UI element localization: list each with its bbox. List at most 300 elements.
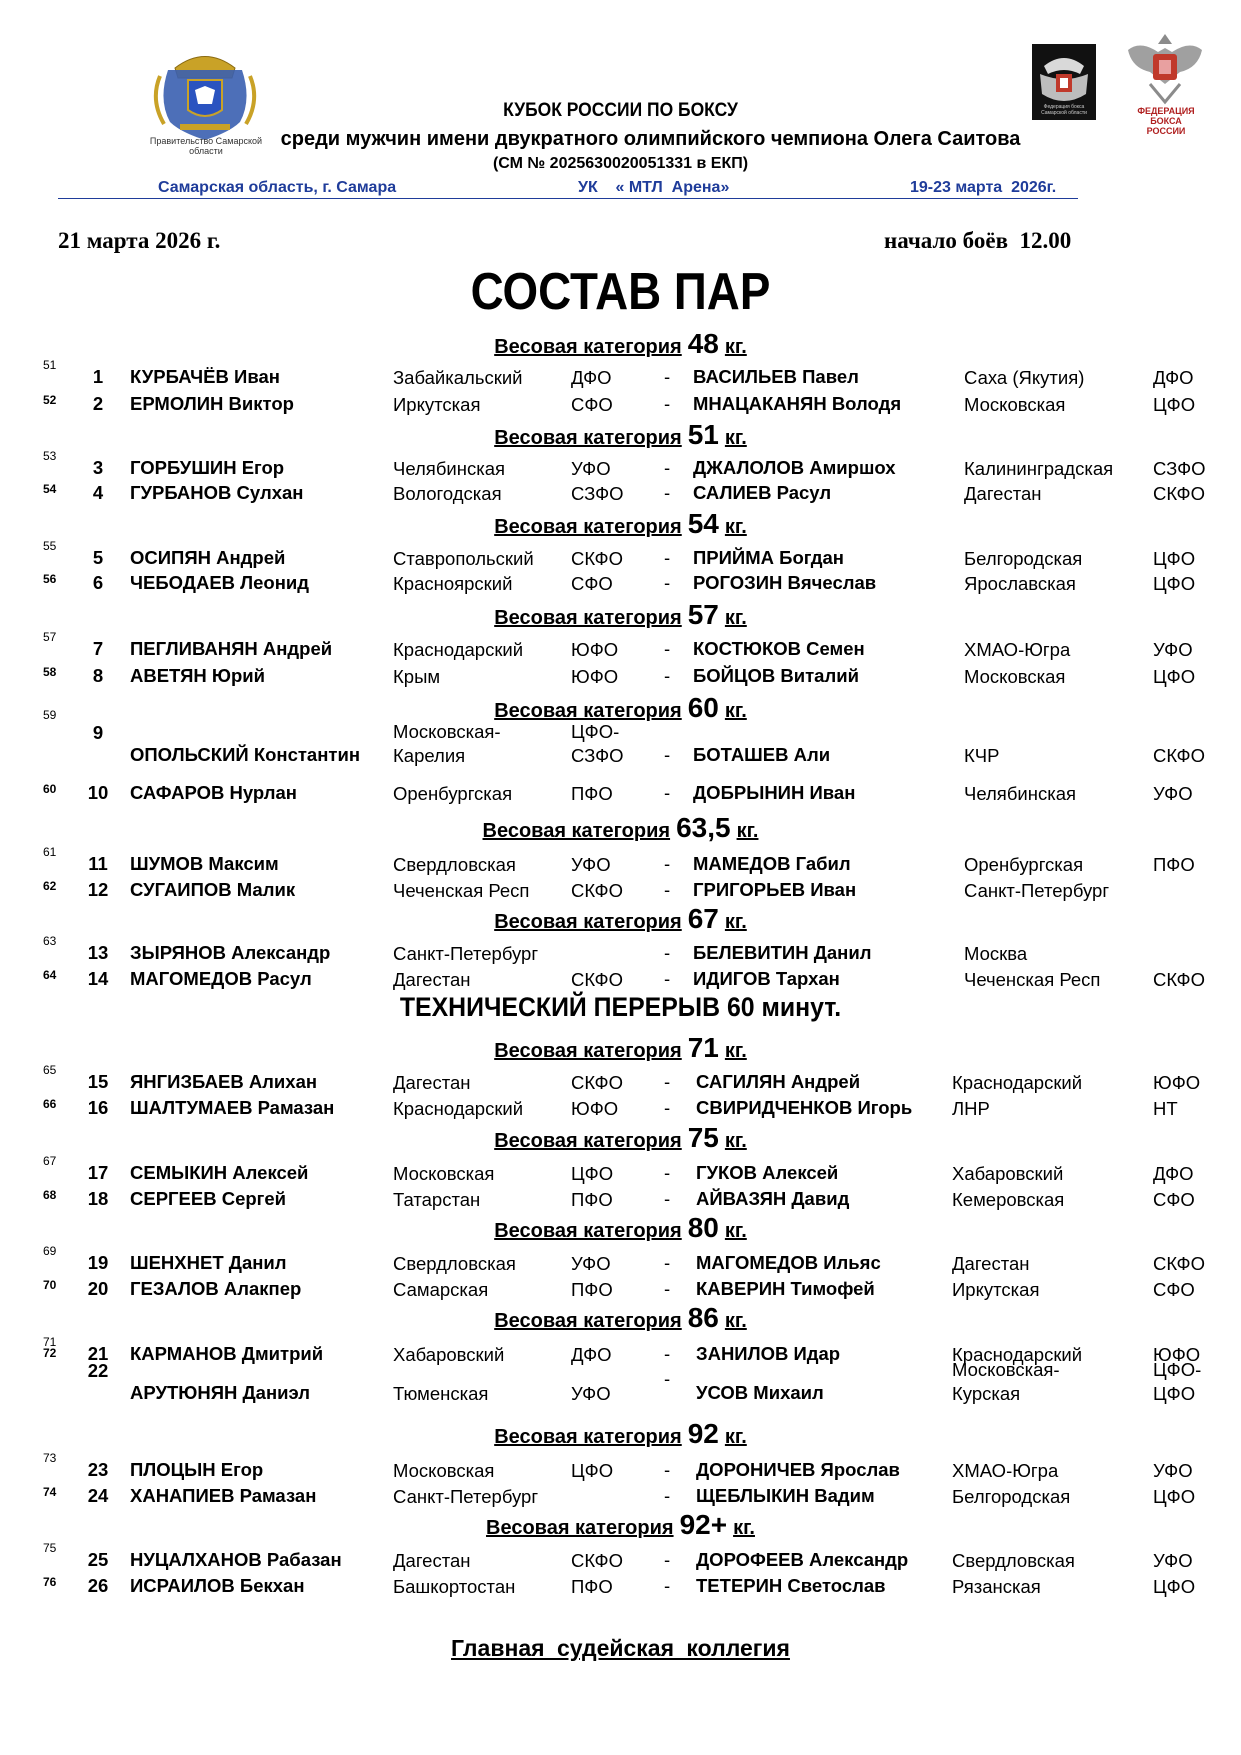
red-corner-name: САФАРОВ Нурлан [130,782,297,803]
red-corner-district: СКФО [571,1550,623,1571]
red-corner-region: Санкт-Петербург [393,1486,539,1507]
weight-category-heading [0,508,1241,538]
blue-corner-region: Саха (Якутия) [964,367,1085,388]
weight-category-label: Весовая категория [494,911,682,933]
vs-dash: - [664,1188,671,1209]
red-corner-name: СЕМЫКИН Алексей [130,1162,309,1183]
vs-dash: - [664,1549,671,1570]
blue-corner-region: Белгородская [952,1486,1071,1507]
blue-corner-name: ИДИГОВ Тархан [693,968,840,989]
weight-category-heading [0,419,1241,449]
red-corner-district: СКФО [571,548,623,569]
red-corner-name: ГУРБАНОВ Сулхан [130,482,304,503]
weight-category [494,1418,747,1450]
red-corner-district: СФО [571,394,613,415]
red-corner-region: Краснодарский [393,1098,524,1119]
blue-corner-name: САЛИЕВ Расул [693,482,832,503]
vs-dash: - [664,572,671,593]
bout-row [0,630,1241,662]
vs-dash: - [664,547,671,568]
blue-corner-name: ЩЕБЛЫКИН Вадим [696,1485,875,1506]
blue-corner-district: ДФО [1153,1163,1194,1184]
red-corner-region: Московская [393,1163,495,1184]
bout-index: 76 [43,1575,57,1589]
bout-row [0,1154,1241,1186]
blue-corner-region: Кемеровская [952,1189,1065,1210]
bout-number: 11 [88,853,108,874]
start-time: начало боёв 12.00 [884,228,1072,253]
blue-corner-region: Московская [964,394,1066,415]
blue-corner-name: ЗАНИЛОВ Идар [696,1343,841,1364]
vs-dash: - [664,853,671,874]
weight-category-unit: кг. [724,1130,747,1152]
vs-dash: - [664,1071,671,1092]
blue-corner-region: Чеченская Респ [964,969,1101,990]
red-corner-region: Башкортостан [393,1576,516,1597]
venue-arena: УК « МТЛ Арена» [578,179,730,196]
blue-corner-name: ВАСИЛЬЕВ Павел [693,366,859,387]
weight-category [494,1122,747,1154]
vs-dash: - [664,1459,671,1480]
bout-row [0,879,1241,903]
blue-corner-district: УФО [1153,639,1193,660]
bout-row [0,449,1241,481]
red-corner-district: ЮФО [571,639,619,660]
bout-number: 14 [87,968,109,989]
red-corner-region: Самарская [393,1279,489,1300]
weight-category-value: 51 [687,419,719,450]
bout-index: 69 [43,1244,57,1258]
venue-dates: 19-23 марта 2026г. [910,179,1057,196]
vs-dash: - [664,1162,671,1183]
bout-row [0,665,1241,689]
bout-number: 1 [92,366,104,387]
red-corner-region: Тюменская [393,1383,489,1404]
bout-index: 58 [43,665,57,679]
blue-corner-region: Челябинская [964,783,1077,804]
bout-index: 72 [43,1346,57,1360]
blue-corner-region: Московская- Курская [952,1359,1060,1404]
red-corner-district: ЦФО- СЗФО [571,721,624,766]
blue-corner-district: ЦФО [1153,573,1196,594]
red-corner-region: Ставропольский [393,548,534,569]
bout-index: 75 [43,1541,57,1555]
bout-number: 3 [92,457,104,478]
red-corner-name: ПЛОЦЫН Егор [130,1459,264,1480]
blue-corner-name: КАВЕРИН Тимофей [696,1278,875,1299]
blue-corner-name: ДОРОФЕЕВ Александр [696,1549,909,1570]
bout-index: 64 [43,968,57,982]
vs-dash: - [664,782,671,803]
vs-dash: - [664,1368,671,1389]
blue-corner-region: Санкт-Петербург [964,880,1110,901]
weight-category-unit: кг. [724,911,747,933]
weight-category-value: 67 [687,903,719,934]
blue-corner-name: ДЖАЛОЛОВ Амиршох [693,457,896,478]
bout-row [0,482,1241,506]
red-corner-district: УФО [571,1383,611,1404]
weight-category-value: 57 [687,599,719,630]
bout-row [0,1575,1241,1599]
bout-row [0,1097,1241,1121]
technical-break: ТЕХНИЧЕСКИЙ ПЕРЕРЫВ 60 минут. [399,992,842,1022]
weight-category-heading [0,1032,1241,1062]
vs-dash: - [664,457,671,478]
weight-category-label: Весовая категория [494,607,682,629]
weight-category-value: 92 [687,1418,719,1449]
bout-index: 68 [43,1188,57,1202]
weight-category-value: 92+ [679,1509,728,1540]
bout-index: 66 [43,1097,57,1111]
bout-number: 8 [92,665,104,686]
tournament-subtitle: среди мужчин имени двукратного олимпийского чемпиона Олега Саитова [280,128,1021,150]
red-corner-region: Дагестан [393,1072,471,1093]
red-corner-district: ПФО [571,1576,613,1597]
vs-dash: - [664,744,671,765]
red-corner-name: ЧЕБОДАЕВ Леонид [130,572,310,593]
weight-category-heading [0,1418,1241,1448]
weight-category-heading [0,1509,1241,1539]
weight-category [494,599,747,631]
bout-row [0,539,1241,571]
bout-number: 17 [87,1162,109,1183]
weight-category-value: 71 [687,1032,719,1063]
page-title: СОСТАВ ПАР [470,263,771,321]
bout-number: 16 [87,1097,109,1118]
blue-corner-district: ЦФО [1153,1486,1196,1507]
red-corner-name: ШУМОВ Максим [130,853,279,874]
blue-corner-district: СФО [1153,1279,1195,1300]
blue-corner-name: РОГОЗИН Вячеслав [693,572,877,593]
weight-category-label: Весовая категория [486,1517,674,1539]
bout-number: 15 [87,1071,109,1092]
weight-category-heading [0,599,1241,629]
bout-index: 53 [43,449,57,463]
bout-index: 63 [43,934,57,948]
blue-corner-district: ЦФО- ЦФО [1153,1359,1202,1404]
weight-category-label: Весовая категория [494,700,682,722]
weight-category-heading [0,1302,1241,1332]
red-corner-name: ИСРАИЛОВ Бекхан [130,1575,305,1596]
blue-corner-name: ГРИГОРЬЕВ Иван [693,879,857,900]
red-corner-district: ЦФО [571,1460,614,1481]
weight-category-heading [0,692,1241,722]
weight-category-label: Весовая категория [494,1310,682,1332]
blue-corner-name: УСОВ Михаил [696,1382,824,1403]
red-corner-district: СФО [571,573,613,594]
red-corner-name: КАРМАНОВ Дмитрий [130,1343,324,1364]
red-corner-district: ПФО [571,783,613,804]
bout-row [0,1278,1241,1302]
weight-category-unit: кг. [724,427,747,449]
red-corner-name: МАГОМЕДОВ Расул [130,968,312,989]
red-corner-district: ДФО [571,1344,612,1365]
red-corner-region: Московская [393,1460,495,1481]
red-corner-name: АВЕТЯН Юрий [130,665,266,686]
vs-dash: - [664,968,671,989]
bout-row [0,358,1241,390]
blue-corner-name: МАМЕДОВ Габил [693,853,851,874]
weight-category-label: Весовая категория [494,336,682,358]
blue-corner-region: Московская [964,666,1066,687]
blue-corner-district: СКФО [1153,483,1205,504]
bout-number: 9 [92,722,104,743]
bout-index: 52 [43,393,57,407]
red-corner-district: УФО [571,1253,611,1274]
bout-row [0,1188,1241,1212]
bout-date: 21 марта 2026 г. [58,228,221,253]
red-corner-name: НУЦАЛХАНОВ Рабазан [130,1549,342,1570]
bout-index: 61 [43,845,57,859]
bout-row [0,393,1241,417]
blue-corner-district: СКФО [1153,969,1205,990]
bout-number: 26 [87,1575,109,1596]
blue-corner-name: СВИРИДЧЕНКОВ Игорь [696,1097,913,1118]
blue-corner-district: УФО [1153,783,1193,804]
vs-dash: - [664,482,671,503]
weight-category [494,1032,747,1064]
blue-corner-name: МАГОМЕДОВ Ильяс [696,1252,881,1273]
red-corner-region: Татарстан [393,1189,481,1210]
weight-category-label: Весовая категория [494,516,682,538]
weight-category-heading [0,328,1241,358]
weight-category-unit: кг. [724,1040,747,1062]
red-corner-region: Иркутская [393,394,481,415]
blue-corner-region: Ярославская [964,573,1076,594]
weight-category [494,903,747,935]
bout-number: 18 [87,1188,109,1209]
blue-corner-region: Хабаровский [952,1163,1064,1184]
red-corner-region: Челябинская [393,458,506,479]
bout-row [0,1451,1241,1483]
red-corner-name: ПЕГЛИВАНЯН Андрей [130,638,333,659]
blue-corner-region: Иркутская [952,1279,1040,1300]
red-corner-region: Свердловская [393,1253,516,1274]
red-corner-name: ЕРМОЛИН Виктор [130,393,294,414]
red-corner-region: Оренбургская [393,783,513,804]
red-corner-name: ЯНГИЗБАЕВ Алихан [130,1071,318,1092]
boxing-federation-of-russia-logo [1120,28,1210,110]
weight-category-unit: кг. [724,1310,747,1332]
weight-category-value: 63,5 [676,812,731,843]
red-corner-name: СУГАИПОВ Малик [130,879,296,900]
weight-category-unit: кг. [736,820,759,842]
blue-corner-region: Краснодарский [952,1072,1083,1093]
weight-category-value: 80 [687,1212,719,1243]
chief-judges-panel: Главная судейская коллегия [451,1635,790,1661]
bout-row [0,1063,1241,1095]
blue-corner-region: ХМАО-Югра [952,1460,1059,1481]
blue-corner-name: АЙВАЗЯН Давид [696,1188,850,1209]
bout-row [0,572,1241,596]
bout-number: 21 [87,1343,109,1364]
weight-category-label: Весовая категория [494,1426,682,1448]
red-corner-name: ГОРБУШИН Егор [130,457,285,478]
blue-corner-name: ДОБРЫНИН Иван [693,782,856,803]
bout-number: 6 [92,572,104,593]
weight-category-unit: кг. [724,1220,747,1242]
red-corner-region: Московская- Карелия [393,721,501,766]
red-corner-region: Краснодарский [393,639,524,660]
bout-index: 51 [43,358,57,372]
bout-row [0,968,1241,992]
red-corner-region: Красноярский [393,573,513,594]
weight-category-heading [0,903,1241,933]
vs-dash: - [664,665,671,686]
red-corner-district: ЮФО [571,1098,619,1119]
bout-number: 22 [87,1360,109,1381]
red-corner-district: ЦФО [571,1163,614,1184]
blue-corner-name: ПРИЙМА Богдан [693,547,844,568]
blue-corner-district: ЦФО [1153,394,1196,415]
weight-category-unit: кг. [724,607,747,629]
red-corner-district: СКФО [571,1072,623,1093]
blue-corner-region: Дагестан [964,483,1042,504]
red-corner-name: ШЕНХНЕТ Данил [130,1252,287,1273]
weight-category-label: Весовая категория [494,427,682,449]
vs-dash: - [664,1278,671,1299]
vs-dash: - [664,1252,671,1273]
vs-dash: - [664,1575,671,1596]
ekp-number: (СМ № 2025630020051331 в ЕКП) [492,155,749,172]
blue-corner-name: КОСТЮКОВ Семен [693,638,865,659]
blue-corner-name: МНАЦАКАНЯН Володя [693,393,902,414]
bout-number: 13 [87,942,109,963]
vs-dash: - [664,942,671,963]
blue-corner-region: ХМАО-Югра [964,639,1071,660]
red-corner-region: Хабаровский [393,1344,505,1365]
bout-row [0,1541,1241,1573]
blue-corner-district: ЦФО [1153,548,1196,569]
red-corner-name: СЕРГЕЕВ Сергей [130,1188,287,1209]
blue-corner-region: Краснодарский [952,1344,1083,1365]
header-divider [58,198,1078,199]
red-corner-name: ОСИПЯН Андрей [130,547,286,568]
weight-category-heading [0,1212,1241,1242]
red-corner-name: ГЕЗАЛОВ Алакпер [130,1278,302,1299]
weight-category-label: Весовая категория [494,1040,682,1062]
blue-corner-region: Свердловская [952,1550,1075,1571]
red-corner-name: КУРБАЧЁВ Иван [130,366,280,387]
red-corner-region: Дагестан [393,1550,471,1571]
bout-number: 24 [87,1485,109,1506]
bout-index: 59 [43,708,57,722]
blue-corner-district: ЦФО [1153,1576,1196,1597]
blue-corner-region: Калининградская [964,458,1114,479]
red-corner-district: ЮФО [571,666,619,687]
weight-category-label: Весовая категория [494,1130,682,1152]
weight-category-unit: кг. [733,1517,755,1539]
bout-row [0,1244,1241,1276]
red-corner-name: ОПОЛЬСКИЙ Константин [130,744,361,765]
red-corner-region: Дагестан [393,969,471,990]
vs-dash: - [664,638,671,659]
blue-corner-region: КЧР [964,745,1000,766]
weight-category-unit: кг. [724,516,747,538]
bout-number: 2 [92,393,104,414]
red-corner-district: ДФО [571,367,612,388]
tournament-title: КУБОК РОССИИ ПО БОКСУ [503,100,738,121]
red-corner-region: Вологодская [393,483,502,504]
bout-index: 70 [43,1278,57,1292]
blue-corner-district: ДФО [1153,367,1194,388]
blue-corner-name: БОЙЦОВ Виталий [693,665,859,686]
blue-corner-region: Москва [964,943,1028,964]
bout-index: 71 [43,1335,57,1349]
red-corner-district: СЗФО [571,483,624,504]
weight-category-value: 86 [687,1302,719,1333]
blue-corner-district: УФО [1153,1550,1193,1571]
red-corner-region: Санкт-Петербург [393,943,539,964]
red-corner-name: ХАНАПИЕВ Рамазан [130,1485,317,1506]
blue-corner-district: ЦФО [1153,666,1196,687]
bout-row [0,782,1241,806]
bout-number: 20 [87,1278,109,1299]
weight-category [486,1509,755,1541]
weight-category-unit: кг. [724,1426,747,1448]
weight-category [494,419,747,451]
red-corner-region: Чеченская Респ [393,880,530,901]
red-corner-region: Забайкальский [393,367,523,388]
bout-number: 4 [92,482,104,503]
red-corner-name: ЗЫРЯНОВ Александр [130,942,331,963]
bout-number: 19 [87,1252,109,1273]
vs-dash: - [664,1485,671,1506]
blue-corner-district: ЮФО [1153,1344,1201,1365]
bout-row [0,1485,1241,1509]
blue-corner-name: БОТАШЕВ Али [693,744,831,765]
red-corner-district: ПФО [571,1279,613,1300]
red-corner-district: СКФО [571,969,623,990]
blue-corner-region: Белгородская [964,548,1083,569]
weight-category [494,508,747,540]
blue-corner-district: ПФО [1153,854,1195,875]
blue-corner-name: САГИЛЯН Андрей [696,1071,861,1092]
red-corner-name: АРУТЮНЯН Даниэл [130,1382,311,1403]
blue-corner-region: Дагестан [952,1253,1030,1274]
red-corner-name: ШАЛТУМАЕВ Рамазан [130,1097,335,1118]
samara-federation-caption: Федерация бокса Самарской области [1041,104,1087,116]
vs-dash: - [664,1097,671,1118]
blue-corner-region: ЛНР [952,1098,990,1119]
red-corner-region: Крым [393,666,441,687]
bout-index: 57 [43,630,57,644]
blue-corner-name: БЕЛЕВИТИН Данил [693,942,872,963]
red-corner-district: УФО [571,854,611,875]
weight-category-unit: кг. [724,336,747,358]
blue-corner-district: ЮФО [1153,1072,1201,1093]
blue-corner-district: СФО [1153,1189,1195,1210]
weight-category-unit: кг. [724,700,747,722]
weight-category [494,328,747,360]
blue-corner-district: УФО [1153,1460,1193,1481]
red-corner-district: СКФО [571,880,623,901]
blue-corner-district: СЗФО [1153,458,1206,479]
weight-category [483,812,759,844]
blue-corner-region: Рязанская [952,1576,1041,1597]
bout-index: 56 [43,572,57,586]
weight-category-heading [0,812,1241,842]
vs-dash: - [664,393,671,414]
blue-corner-district: СКФО [1153,745,1205,766]
bout-row [0,934,1241,966]
vs-dash: - [664,366,671,387]
bout-index: 62 [43,879,57,893]
bout-index: 60 [43,782,57,796]
red-corner-district: ПФО [571,1189,613,1210]
blue-corner-district: НТ [1153,1098,1178,1119]
weight-category [494,1302,747,1334]
